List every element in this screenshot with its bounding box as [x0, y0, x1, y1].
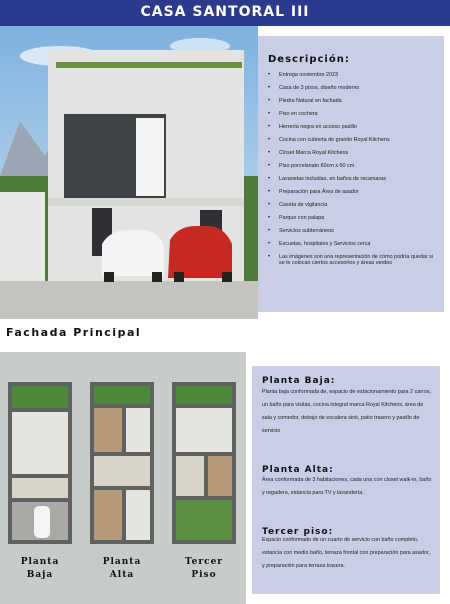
plan-label-ground: Planta Baja	[20, 557, 60, 580]
list-item: • Piso porcelanato 60cm x 60 cm	[268, 163, 440, 176]
list-item: • Parque con palapa	[268, 215, 440, 228]
list-item: • Preparación para Área de asador	[268, 189, 440, 202]
list-item: • Servicios subterráneos	[268, 228, 440, 241]
list-item: • Cocina con cubierta de granito Royal Kitchens	[268, 137, 440, 150]
floor-title-ground: Planta Baja:	[262, 376, 336, 386]
description-title: Descripción:	[268, 54, 350, 65]
list-item: • Lavanetas incluidas, en baños de recamaras	[268, 176, 440, 189]
list-item: • Casa de 3 pisos, diseño moderno	[268, 85, 440, 98]
list-item: • Piedra Natural en fachada	[268, 98, 440, 111]
floor-title-third: Tercer piso:	[262, 527, 334, 537]
list-item: • Escuelas, hospitales y Servicios cerca	[268, 241, 440, 254]
plan-label-third: Tercer Piso	[184, 557, 224, 580]
house-rendering	[0, 26, 258, 319]
floor-plan-upper	[90, 382, 154, 544]
description-list	[268, 72, 440, 267]
page-title: CASA SANTORAL III	[140, 4, 310, 20]
list-item: • Herrería negra en acceso pasillo	[268, 124, 440, 137]
floor-plan-ground	[8, 382, 72, 544]
floor-desc-third: Espacio conformado de un cuarto de servicio con baño completo, estancia con medio baño, terraza frontal con preparación para asador, y preparación para terraza trasera.	[262, 537, 430, 569]
list-item: • Entrega noviembre 2023	[268, 72, 440, 85]
list-item: • Piso en cochera	[268, 111, 440, 124]
section-title: Fachada Principal	[6, 326, 142, 339]
list-item: • Las imágenes son una representación de cómo podría quedar si se le colocan ciertos accesorios y áreas verdes	[268, 254, 440, 267]
floor-desc-upper: Área conformada de 3 habitaciones, cada una con closet walk-in, baño y regadera, estancia para TV y lavandería.	[262, 477, 432, 496]
list-item: • Closet Marca Royal Kitchens	[268, 150, 440, 163]
plan-label-upper: Planta Alta	[102, 557, 142, 580]
list-item: • Caseta de vigilancia	[268, 202, 440, 215]
floor-title-upper: Planta Alta:	[262, 465, 334, 475]
floor-plan-third	[172, 382, 236, 544]
floor-desc-ground: Planta baja conformada de, espacio de estacionamiento para 2 carros, un baño para visitas, cocina integral marca Royal Kitchens, área de sala y comedor, debajo de escalera sink, patio trasero y pasillo de servicio	[262, 389, 432, 434]
